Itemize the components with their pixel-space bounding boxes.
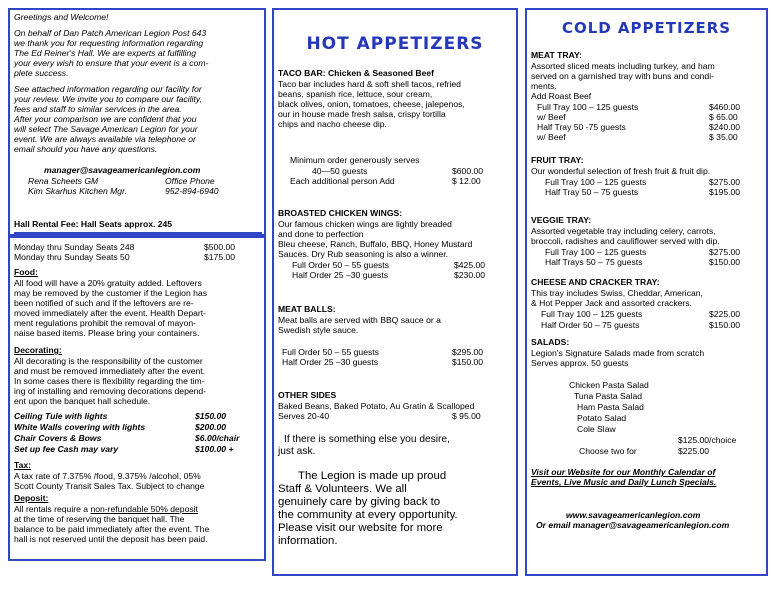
deposit-pre: All rentals require a [14,504,91,514]
deposit-line [14,504,198,514]
cheese-tray-line: This tray includes Swiss, Cheddar, American, [531,288,703,298]
meat-tray-line: Assorted sliced meats including turkey, and ham [531,61,715,71]
sides-heading: OTHER SIDES [278,390,337,400]
decor-item-price: $200.00 [195,422,227,432]
meatballs-line: Swedish style sauce. [278,325,359,335]
taco-row-label: Each additional person Add [290,176,395,186]
taco-row-price: $ 12.00 [452,176,481,186]
compare-line: fees and staff to similar services in the area. [14,104,182,114]
veggie-tray-row-price: $275.00 [709,247,741,257]
taco-row-price: $600.00 [452,166,484,176]
decor-line: ent upon the banquet hall schedule. [14,396,151,406]
meatballs-heading: MEAT BALLS: [278,304,336,314]
salad-item: Cole Slaw [577,424,616,434]
contact2-phone: 952-894-6940 [165,186,219,196]
cheese-tray-row-label: Full Tray 100 – 125 guests [541,309,643,319]
taco-line: Taco bar includes hard & soft shell tacos, refried [278,79,461,89]
meat-tray-line: ments. [531,81,557,91]
meat-tray-row-price: $460.00 [709,102,741,112]
decor-item-price: $150.00 [195,411,227,421]
wings-line: Our famous chicken wings are lightly breaded [278,219,452,229]
rate-price: $175.00 [204,252,236,262]
taco-line: our in house made fresh salsa, crispy tortilla [278,109,446,119]
meat-tray-row-price: $ 65.00 [709,112,738,122]
meat-tray-line: served on a garnished tray with buns and condi- [531,71,714,81]
decor-item-label: Set up fee Cash may vary [14,444,119,454]
email-link[interactable]: Or email manager@savageamericanlegion.com [536,520,730,530]
veggie-tray-line: Assorted vegetable tray including celery, carrots, [531,226,716,236]
meat-tray-row-price: $ 35.00 [709,132,738,142]
decor-line: All decorating is the responsibility of the customer [14,356,203,366]
intro-line: The Ed Reiner's Hall. We are experts at fulfilling [14,48,197,58]
cheese-tray-row-label: Half Order 50 – 75 guests [541,320,640,330]
food-line: ment regulations prohibit the removal of mayon- [14,318,196,328]
legion-line: the community at every opportunity. [278,509,458,521]
fruit-tray-row-price: $275.00 [709,177,741,187]
fruit-tray-heading: FRUIT TRAY: [531,155,584,165]
rate-label: Monday thru Sunday Seats 50 [14,252,130,262]
salad-item: Ham Pasta Salad [577,402,644,412]
decor-item-label: White Walls covering with lights [14,422,146,432]
ask-line: just ask. [278,446,316,457]
rate-price: $500.00 [204,242,236,252]
contact1-role: Office Phone [165,176,215,186]
meat-tray-row-label: w/ Beef [537,112,566,122]
fruit-tray-row-price: $195.00 [709,187,741,197]
taco-min: Minimum order generously serves [290,155,420,165]
taco-line: black olives, onion, tomatoes, cheese, jalepenos, [278,99,465,109]
choose-two-price: $225.00 [678,446,710,456]
hot-appetizers-title: HOT APPETIZERS [306,34,484,54]
food-line: All food will have a 20% gratuity added. Leftovers [14,278,202,288]
meat-tray-row-label: w/ Beef [537,132,566,142]
cheese-tray-row-price: $225.00 [709,309,741,319]
meatballs-row-price: $150.00 [452,357,484,367]
compare-line: event. We are always available via telephone or [14,134,196,144]
food-line: may be removed by the customer if the Legion has [14,288,207,298]
compare-line: email should you have any questions. [14,144,158,154]
deposit-line: balance to be paid immediately after the event. The [14,524,210,534]
wings-heading: BROASTED CHICKEN WINGS: [278,208,403,218]
taco-line: chips and nacho cheese dip. [278,119,387,129]
meat-tray-row-price: $240.00 [709,122,741,132]
intro-line: On behalf of Dan Patch American Legion Post 643 [14,28,207,38]
wings-line: Bleu cheese, Ranch, Buffalo, BBQ, Honey Mustard [278,239,473,249]
decor-item-label: Ceiling Tule with lights [14,411,108,421]
wings-row-price: $230.00 [454,270,486,280]
ask-line: If there is something else you desire, [284,434,450,445]
veggie-tray-heading: VEGGIE TRAY: [531,215,592,225]
hall-fee-heading: Hall Rental Fee: Hall Seats approx. 245 [14,219,173,229]
rate-label: Monday thru Sunday Seats 248 [14,242,135,252]
meat-tray-line: Add Roast Beef [531,91,592,101]
salads-heading: SALADS: [531,337,570,347]
deposit-heading: Deposit: [14,493,49,503]
calendar-link-line[interactable]: Events, Live Music and Daily Lunch Specials. [531,477,717,487]
wings-row-price: $425.00 [454,260,486,270]
wings-row-label: Half Order 25 –30 guests [292,270,389,280]
cheese-tray-row-price: $150.00 [709,320,741,330]
veggie-tray-row-label: Half Trays 50 – 75 guests [545,257,643,267]
meat-tray-row-label: Full Tray 100 – 125 guests [537,102,639,112]
meatballs-row-price: $295.00 [452,347,484,357]
compare-line: See attached information regarding our facility for [14,84,202,94]
intro-line: your every wish to ensure that your event is a com- [14,58,209,68]
choose-two-label: Choose two for [579,446,637,456]
salads-line: Legion's Signature Salads made from scratch [531,348,705,358]
taco-row-label: 40—50 guests [312,166,368,176]
contact-email[interactable]: manager@savageamericanlegion.com [44,165,201,175]
cheese-tray-line: & Hot Pepper Jack and assorted crackers. [531,298,692,308]
salad-item: Chicken Pasta Salad [569,380,649,390]
wings-row-label: Full Order 50 – 55 guests [292,260,389,270]
legion-line: The Legion is made up proud [298,470,447,482]
tax-line: Scott County Transit Sales Tax. Subject to change [14,481,205,491]
veggie-tray-row-price: $150.00 [709,257,741,267]
decor-line: ing of installing and removing decorations depend- [14,386,207,396]
intro-line: we thank you for requesting information regarding [14,38,204,48]
deposit-line: hall is not reserved until the deposit has been paid. [14,534,208,544]
food-line: been notified of such and if the leftovers are re- [14,298,194,308]
veggie-tray-line: broccoli, radishes and cauliflower served with dip. [531,236,720,246]
compare-line: will select The Savage American Legion for your [14,124,198,134]
veggie-tray-row-label: Full Tray 100 – 125 guests [545,247,647,257]
calendar-link-line[interactable]: Visit our Website for our Monthly Calendar of [531,467,716,477]
wings-line: and done to perfection [278,229,364,239]
salad-choice-price: $125.00/choice [678,435,737,445]
contact1-name: Rena Scheets GM [28,176,99,186]
taco-heading: TACO BAR: Chicken & Seasoned Beef [278,68,434,78]
greeting: Greetings and Welcome! [14,12,109,22]
wings-line: Sauces. Dry Rub seasoning is also a winner. [278,249,449,259]
taco-line: beans, spanish rice, lettuce, sour cream, [278,89,433,99]
sides-row-label: Serves 20-40 [278,411,330,421]
sides-line: Baked Beans, Baked Potato, Au Gratin & Scalloped [278,401,475,411]
deposit-line: at the time of reserving the banquet hall. The [14,514,185,524]
meat-tray-row-label: Half Tray 50 -75 guests [537,122,626,132]
meatballs-row-label: Full Order 50 – 55 guests [282,347,379,357]
food-line: moved immediately after the event. Health Depart- [14,308,207,318]
fruit-tray-row-label: Half Tray 50 – 75 guests [545,187,639,197]
website-link[interactable]: www.savageamericanlegion.com [566,510,701,520]
decor-item-price: $100.00 + [195,444,234,454]
cheese-tray-heading: CHEESE AND CRACKER TRAY: [531,277,660,287]
deposit-underlined: non-refundable 50% deposit [90,504,198,514]
fruit-tray-row-label: Full Tray 100 – 125 guests [545,177,647,187]
food-heading: Food: [14,267,38,277]
decor-line: and must be removed immediately after the event. [14,366,206,376]
salad-item: Tuna Pasta Salad [574,391,642,401]
decor-item-price: $6.00/chair [195,433,240,443]
compare-line: After your comparison we are confident that you [14,114,197,124]
intro-line: plete success. [14,68,69,78]
decor-line: In some cases there is flexibility regarding the tim- [14,376,205,386]
compare-line: your review. We invite you to compare our facility, [14,94,202,104]
panel-divider [14,232,262,234]
salad-item: Potato Salad [577,413,627,423]
tax-line: A tax rate of 7.375% /food, 9.375% /alcohol, 05% [14,471,201,481]
salads-line: Serves approx. 50 guests [531,358,629,368]
fruit-tray-line: Our wonderful selection of fresh fruit & fruit dip. [531,166,711,176]
sides-row-price: $ 95.00 [452,411,481,421]
legion-line: Please visit our website for more [278,522,443,534]
meat-tray-heading: MEAT TRAY: [531,50,582,60]
contact2-name: Kim Skarhus Kitchen Mgr. [28,186,128,196]
legion-line: genuinely care by giving back to [278,496,441,508]
decor-item-label: Chair Covers & Bows [14,433,102,443]
tax-heading: Tax: [14,460,32,470]
legion-line: information. [278,535,338,547]
meatballs-line: Meat balls are served with BBQ sauce or a [278,315,441,325]
meatballs-row-label: Half Order 25 –30 guests [282,357,379,367]
food-line: naise based items. Please bring your containers. [14,328,200,338]
decorating-heading: Decorating: [14,345,62,355]
legion-line: Staff & Volunteers. We all [278,483,407,495]
cold-appetizers-title: COLD APPETIZERS [561,19,732,37]
